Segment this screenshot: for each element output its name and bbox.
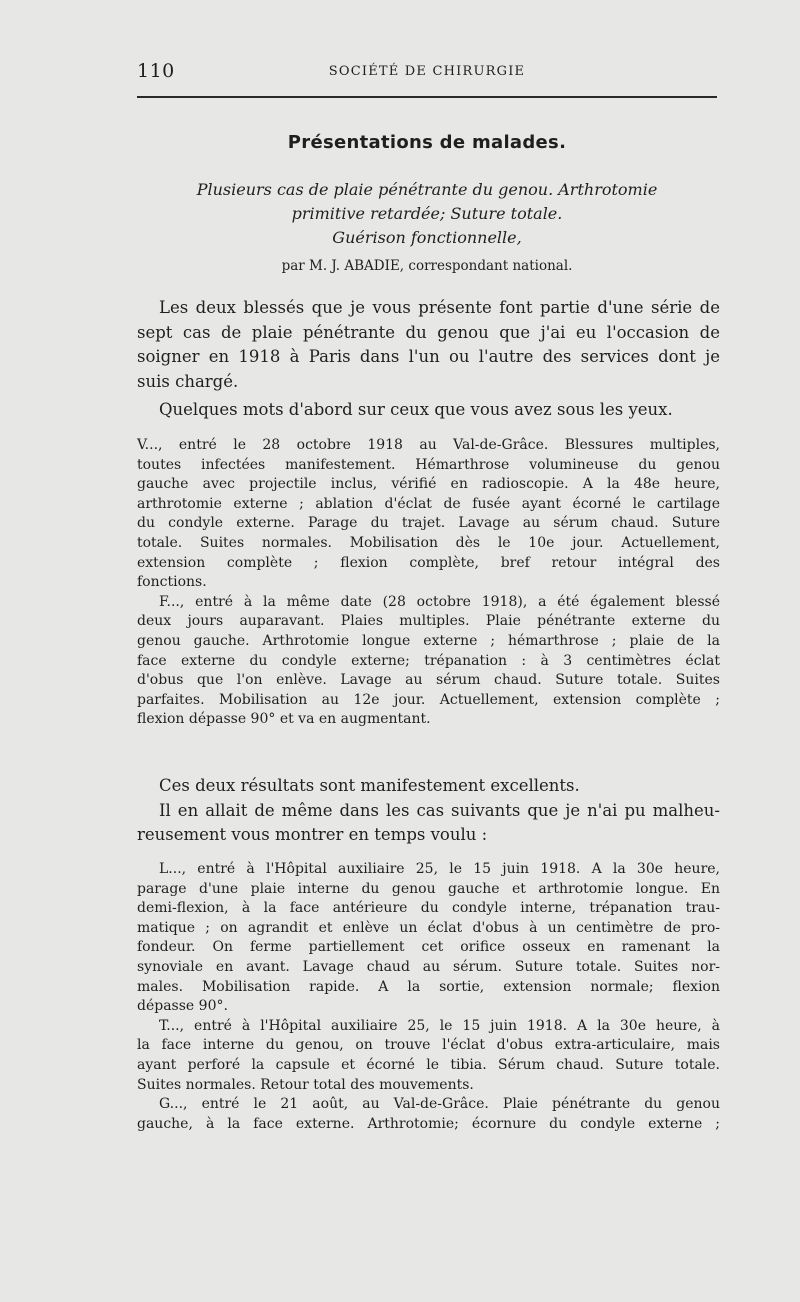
text-line: suis chargé. (137, 371, 239, 391)
case-reports-presented (137, 436, 720, 730)
text-line: sept cas de plaie pénétrante du genou que j'ai eu l'occasion de (137, 322, 720, 342)
case-line: matique ; on agrandit et enlève un éclat d'obus à un centimètre de pro- (137, 919, 720, 936)
text-line: soigner en 1918 à Paris dans l'un ou l'autre des services dont je (137, 347, 720, 366)
case-line: G..., entré le 21 août, au Val-de-Grâce. Plaie pénétrante du genou (159, 1096, 720, 1113)
intro-followup-paragraph (137, 398, 720, 423)
running-head (137, 60, 717, 84)
case-line: deux jours auparavant. Plaies multiples. Plaie pénétrante externe du (137, 613, 720, 630)
paper-title-line: Plusieurs cas de plaie pénétrante du genou. Arthrotomie (196, 180, 658, 199)
case-line: totale. Suites normales. Mobilisation dès le 10e jour. Actuellement, (137, 534, 720, 551)
paper-title (137, 178, 717, 250)
case-line: gauche, à la face externe. Arthrotomie; écornure du condyle externe ; (137, 1115, 720, 1132)
case-line: parfaites. Mobilisation au 12e jour. Actuellement, extension complète ; (137, 691, 720, 708)
case-line: fondeur. On ferme partiellement cet orifice osseux en ramenant la (137, 939, 720, 956)
case-line: face externe du condyle externe; trépanation : à 3 centimètres éclat (137, 652, 720, 669)
case-line: ayant perforé la capsule et écorné le tibia. Sérum chaud. Suture totale. (137, 1056, 720, 1073)
case-line: genou gauche. Arthrotomie longue externe ; hémarthrose ; plaie de la (137, 632, 720, 649)
results-paragraph (137, 774, 720, 848)
case-line: T..., entré à l'Hôpital auxiliaire 25, le 15 juin 1918. A la 30e heure, à (159, 1017, 720, 1034)
intro-paragraph (137, 296, 720, 394)
case-line: fonctions. (137, 574, 207, 591)
case-line: flexion dépasse 90° et va en augmentant. (137, 711, 431, 728)
header-rule (137, 96, 717, 98)
case-line: du condyle externe. Parage du trajet. Lavage au sérum chaud. Suture (137, 515, 720, 532)
text-line: Ces deux résultats sont manifestement excellents. (159, 776, 580, 795)
section-title: Présentations de malades. (287, 132, 567, 153)
case-line: la face interne du genou, on trouve l'éclat d'obus extra-articulaire, mais (137, 1037, 720, 1054)
case-line: demi-flexion, à la face antérieure du condyle interne, trépanation trau- (137, 900, 720, 917)
case-reports-additional (137, 860, 720, 1134)
text-line: Les deux blessés que je vous présente font partie d'une série de (159, 298, 720, 317)
case-line: d'obus que l'on enlève. Lavage au sérum chaud. Suture totale. Suites (137, 672, 720, 689)
paper-title-line: Guérison fonctionnelle, (332, 228, 522, 247)
paper-title-line: primitive retardée; Suture totale. (291, 204, 563, 223)
text-line: Quelques mots d'abord sur ceux que vous avez sous les yeux. (159, 400, 673, 419)
case-line: males. Mobilisation rapide. A la sortie, extension normale; flexion (137, 978, 720, 995)
case-line: arthrotomie externe ; ablation d'éclat de fusée ayant écorné le cartilage (137, 495, 720, 512)
case-line: dépasse 90°. (137, 998, 228, 1015)
author-byline: par M. J. ABADIE, correspondant national. (281, 258, 573, 274)
case-line: V..., entré le 28 octobre 1918 au Val-de-Grâce. Blessures multiples, (137, 437, 720, 453)
case-line: gauche avec projectile inclus, vérifié en radioscopie. A la 48e heure, (137, 476, 720, 493)
case-line: Suites normales. Retour total des mouvements. (137, 1076, 474, 1093)
case-line: synoviale en avant. Lavage chaud au sérum. Suture totale. Suites nor- (137, 958, 720, 975)
journal-title: SOCIÉTÉ DE CHIRURGIE (328, 64, 526, 79)
case-line: extension complète ; flexion complète, bref retour intégral des (137, 554, 720, 571)
case-line: F..., entré à la même date (28 octobre 1918), a été également blessé (159, 593, 720, 610)
text-line: Il en allait de même dans les cas suivants que je n'ai pu malheu- (159, 800, 720, 820)
page-number: 110 (137, 60, 175, 82)
text-line: reusement vous montrer en temps voulu : (137, 825, 488, 844)
case-line: L..., entré à l'Hôpital auxiliaire 25, le 15 juin 1918. A la 30e heure, (159, 861, 720, 877)
case-line: parage d'une plaie interne du genou gauche et arthrotomie longue. En (137, 880, 720, 897)
case-line: toutes infectées manifestement. Hémarthrose volumineuse du genou (137, 456, 720, 473)
